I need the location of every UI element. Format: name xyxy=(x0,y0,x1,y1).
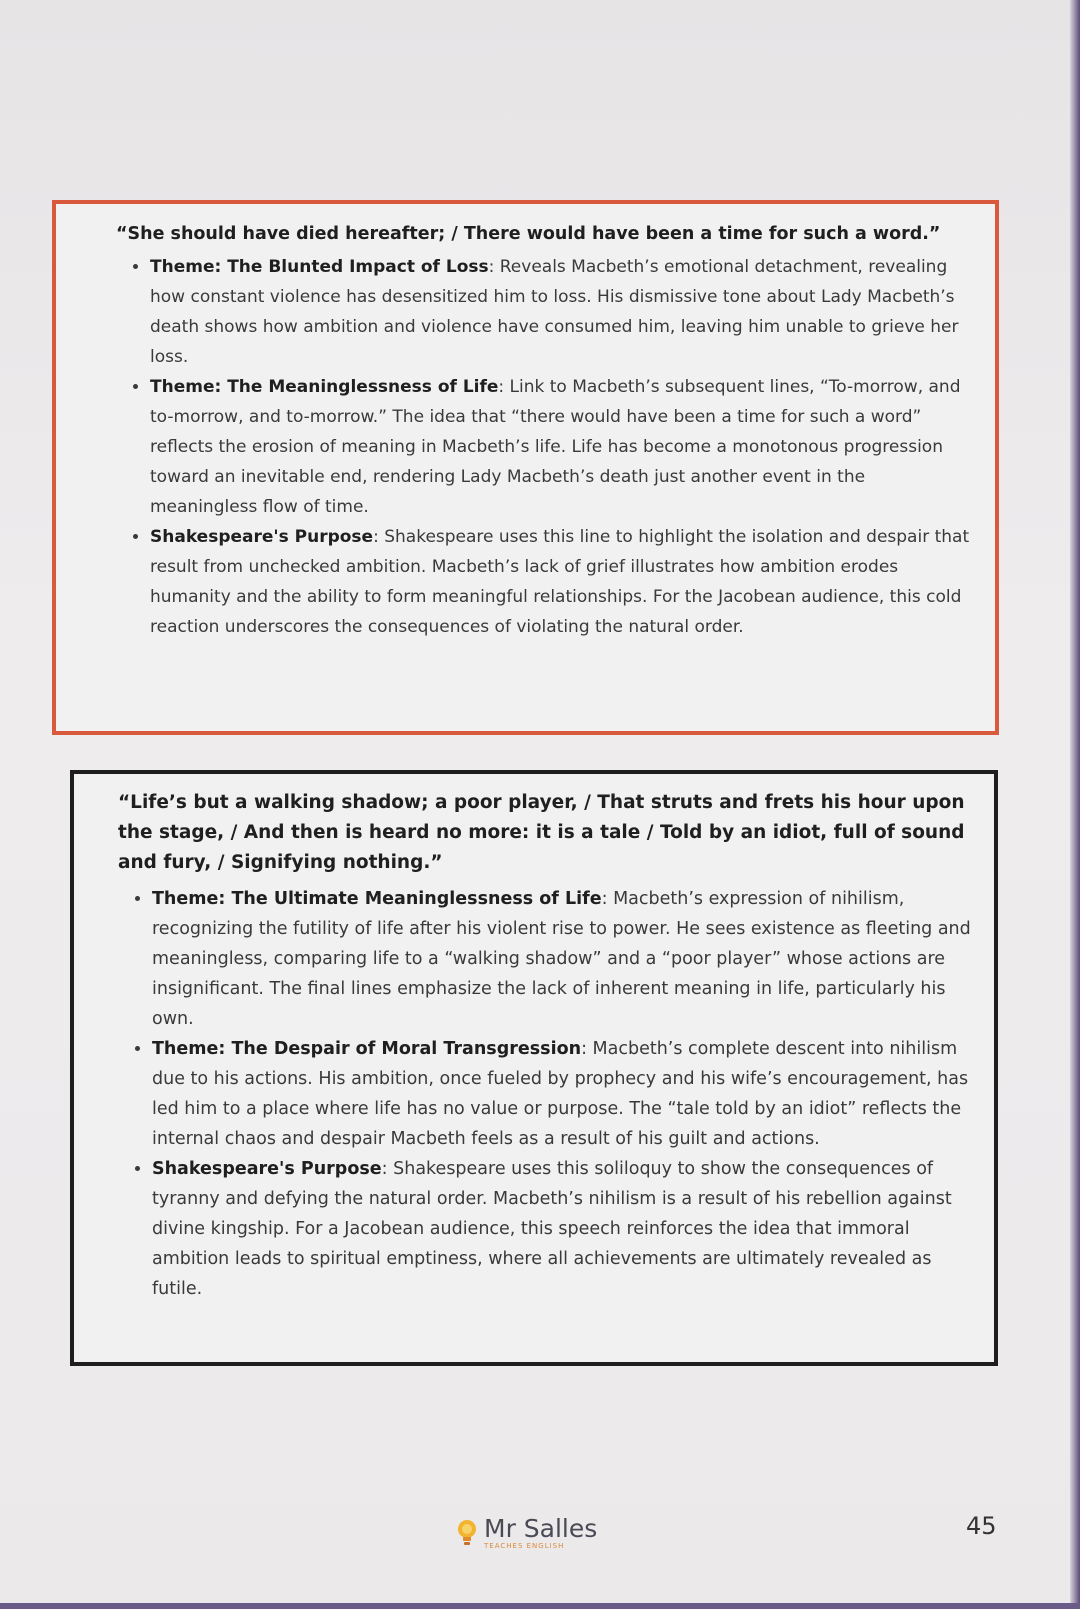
analysis-item xyxy=(152,884,978,1034)
analysis-text: : Link to Macbeth’s subsequent lines, “To-morrow, and to-morrow, and to-morrow.” The idea that “there would have been a time for such a word” reflects the erosion of meaning in Macbeth’s life. Life has become a monotonous progression toward an inevitable end, rendering Lady Macbeth’s death just another event in the meaningless flow of time. xyxy=(150,377,961,517)
analysis-item xyxy=(150,522,975,642)
analysis-item xyxy=(152,1034,978,1154)
quote-box-walking-shadow xyxy=(70,770,998,1366)
analysis-text: : Macbeth’s complete descent into nihilism due to his actions. His ambition, once fueled by prophecy and his wife’s encouragement, has led him to a place where life has no value or purpose. The “tale told by an idiot” reflects the internal chaos and despair Macbeth feels as a result of his guilt and actions. xyxy=(152,1039,969,1149)
page-edge-bottom xyxy=(0,1603,1080,1609)
page-edge-right xyxy=(1070,0,1080,1609)
page-number: 45 xyxy=(966,1512,997,1540)
quote-box-she-should-have-died xyxy=(52,200,999,735)
analysis-term: Shakespeare's Purpose xyxy=(150,527,374,547)
logo-tagline: TEACHES ENGLISH xyxy=(484,1542,565,1550)
analysis-text: : Reveals Macbeth’s emotional detachment, revealing how constant violence has desensitized him to loss. His dismissive tone about Lady Macbeth’s death shows how ambition and violence have consumed him, leaving him unable to grieve her loss. xyxy=(150,257,959,367)
analysis-term: Theme: The Ultimate Meaninglessness of Life xyxy=(152,889,602,909)
analysis-term: Shakespeare's Purpose xyxy=(152,1159,382,1179)
analysis-item xyxy=(152,1154,978,1304)
analysis-term: Theme: The Despair of Moral Transgression xyxy=(152,1039,582,1059)
analysis-term: Theme: The Blunted Impact of Loss xyxy=(150,257,489,277)
quote-text: “She should have died hereafter; / There would have been a time for such a word.” xyxy=(116,224,941,244)
analysis-item xyxy=(150,252,975,372)
analysis-term: Theme: The Meaninglessness of Life xyxy=(150,377,499,397)
analysis-item xyxy=(150,372,975,522)
analysis-text: : Shakespeare uses this soliloquy to show the consequences of tyranny and defying the natural order. Macbeth’s nihilism is a result of his rebellion against divine kingship. For a Jacobean audience, this speech reinforces the idea that immoral ambition leads to spiritual emptiness, where all achievements are ultimately revealed as futile. xyxy=(152,1159,952,1299)
analysis-text: : Shakespeare uses this line to highlight the isolation and despair that result from unchecked ambition. Macbeth’s lack of grief illustrates how ambition erodes humanity and the ability to form meaningful relationships. For the Jacobean audience, this cold reaction underscores the consequences of violating the natural order. xyxy=(150,527,970,637)
logo-name: Mr Salles xyxy=(484,1514,598,1543)
publisher-logo xyxy=(454,1516,597,1550)
analysis-list xyxy=(118,884,978,1304)
analysis-list xyxy=(116,252,975,642)
quote-text: “Life’s but a walking shadow; a poor player, / That struts and frets his hour upon the stage, / And then is heard no more: it is a tale / Told by an idiot, full of sound and fury, / Signifying nothing.” xyxy=(118,792,965,873)
lightbulb-icon xyxy=(454,1518,480,1548)
analysis-text: : Macbeth’s expression of nihilism, recognizing the futility of life after his violent rise to power. He sees existence as fleeting and meaningless, comparing life to a “walking shadow” and a “poor player” whose actions are insignificant. The final lines emphasize the lack of inherent meaning in life, particularly his own. xyxy=(152,889,971,1029)
